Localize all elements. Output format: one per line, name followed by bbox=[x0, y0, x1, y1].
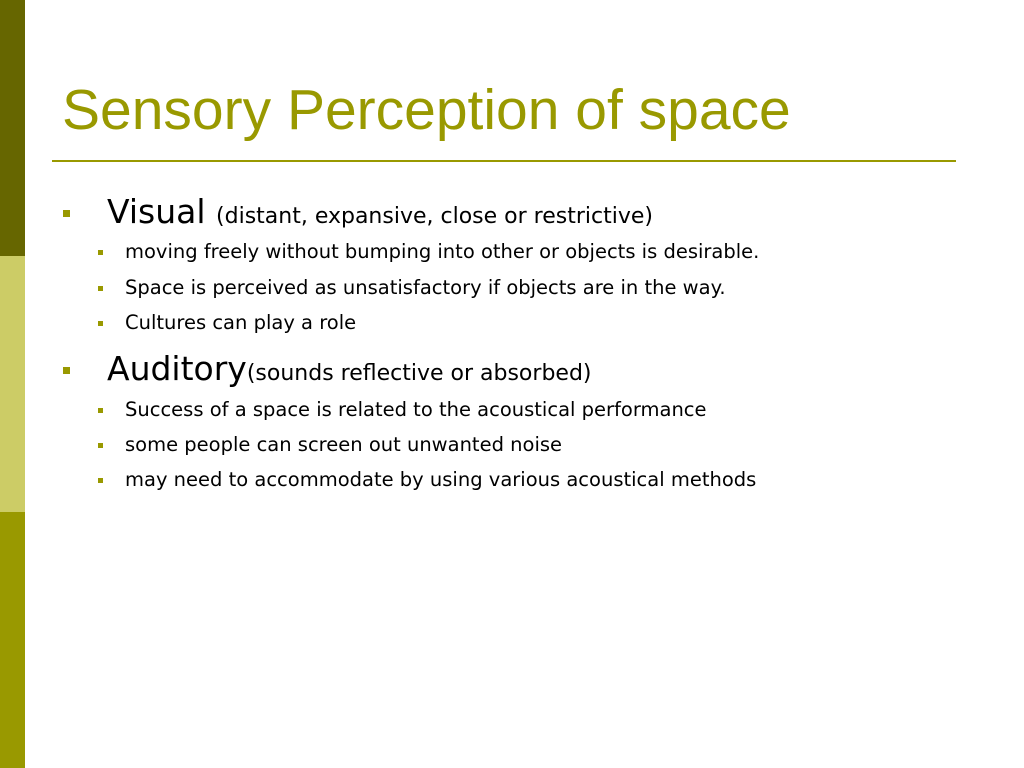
sidebar-band-top bbox=[0, 0, 25, 256]
square-bullet-icon bbox=[98, 478, 103, 483]
section-heading bbox=[107, 192, 653, 231]
section-heading-label: Auditory bbox=[107, 349, 247, 388]
list-item-text: some people can screen out unwanted noise bbox=[125, 433, 563, 456]
list-item-text: Success of a space is related to the acoustical performance bbox=[125, 398, 707, 421]
square-bullet-icon bbox=[98, 250, 103, 255]
list-item-text: Space is perceived as unsatisfactory if objects are in the way. bbox=[125, 276, 726, 299]
list-item-text: may need to accommodate by using various acoustical methods bbox=[125, 468, 757, 491]
square-bullet-icon bbox=[63, 210, 70, 217]
square-bullet-icon bbox=[98, 443, 103, 448]
section-heading-label: Visual bbox=[107, 192, 206, 231]
list-item-text: Cultures can play a role bbox=[125, 311, 357, 334]
title-underline bbox=[52, 160, 956, 162]
square-bullet-icon bbox=[98, 321, 103, 326]
list-item-text: moving freely without bumping into other or objects is desirable. bbox=[125, 240, 760, 263]
sidebar-band-bottom bbox=[0, 512, 25, 768]
section-heading bbox=[107, 349, 592, 388]
square-bullet-icon bbox=[63, 367, 70, 374]
square-bullet-icon bbox=[98, 408, 103, 413]
sidebar-band-middle bbox=[0, 256, 25, 512]
section-heading-detail: (sounds reflective or absorbed) bbox=[246, 361, 592, 386]
section-heading-detail: (distant, expansive, close or restrictive) bbox=[216, 204, 653, 229]
slide-title: Sensory Perception of space bbox=[62, 78, 791, 142]
square-bullet-icon bbox=[98, 286, 103, 291]
